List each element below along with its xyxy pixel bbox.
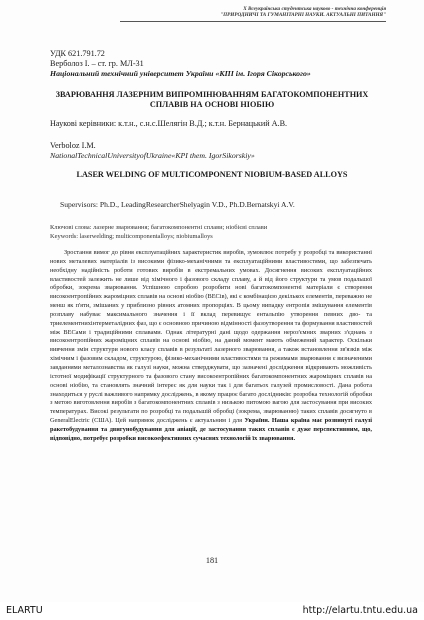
keywords-ua: Ключові слова: лазерне зварювання; багатокомпонентні сплави; ніобієві сплави: [50, 224, 268, 231]
institution-ua: Національний технічний університет України «КПІ ім. Ігоря Сікорського»: [50, 69, 311, 78]
header-divider: [120, 21, 386, 22]
body-main-text: Зростання вимог до рівня експлуатаційних характеристик виробів, зумовлює потребу у розробці та використанні нових металевих матеріалів із високими фізико-механічними та експлуатаційними властивостями, що забезпечать необхідну надійність роботи готових виробів в екстремальних умовах. Досягнення високих експлуатаційних властивостей залежить не лише від хімічного і фазового складу сплаву, а й від його структури та умов подальшої обробки, зокрема зварювання. Успішною спробою розробити нові багатокомпонентні матеріали є створення високоентропійних жароміцних сплавів на основі ніобію (ВЕСів), які є комбінацією декількох елементів, переважно не менш як п'яти, змішаних у приблизно рівних атомних пропорціях. В цьому випадку ентропія змішування елементів розплаву набуває максимального значення і її вклад перевищує ентальпію утворення певних дво- та триелементнихінтерметалідних фаз, що є основною причиною відмінності фазоутворення та формування властивостей між ВЕСами і традиційними сплавами. Однак літературні дані щодо одержання нероз'ємних зварних з'єднань з високоентропійних жароміцних сплавів на основі ніобію, на даний момент мають обмежений характер. Оскільки вивчення змін структури нового класу сплавів в результаті лазерного зварювання, а також встановлення зв'язків між хімічним і фазовим складом, структурою, фізико-механічними властивостями та режимами зварювання є визначеними завданнями металознавства як галузі науки, можна стверджувати, що зазначені дослідження відкривають можливість істотної модифікації структурного та фазового стану високоентропійних багатокомпонентних жароміцних сплавів на основі ніобію, та становлять значний інтерес як для науки так і для багатьох галузей промисловості. Дана робота знаходиться у руслі важливого напрямку досліджень, в якому працює багато дослідників: розробка технологій обробки з метою виготовлення виробів з багатокомпонентних сплавів з низькою питомою вагою для застосування при високих температурах. Високі результати по розробці та подальшій обробці (зокрема, зварюванню) таких сплавів досягнуто в GeneralElectric (США). Цей напрямок досліджень є актуальним і для: [50, 249, 372, 425]
udk-code: УДК 621.791.72: [50, 49, 105, 58]
repository-name: ELARTU: [6, 605, 43, 616]
title-ua: ЗВАРЮВАННЯ ЛАЗЕРНИМ ВИПРОМІНЮВАННЯМ БАГАТОКОМПОНЕНТНИХ СПЛАВІВ НА ОСНОВІ НІОБІЮ: [55, 90, 369, 109]
supervisors-ua: Наукові керівники: к.т.н., с.н.с.Шелягін В.Д.; к.т.н. Бернацький А.В.: [50, 119, 288, 128]
title-en: LASER WELDING OF MULTICOMPONENT NIOBIUM-BASED ALLOYS: [76, 170, 348, 179]
author-en: Verboloz I.M.: [50, 141, 96, 150]
keywords-en: Keywords: laserwelding; multicomponentalloys; niobiumalloys: [50, 233, 213, 240]
body-bold-text: України. Наша країна має розвинуті галузі ракетобудування та двигунобудування для авіації, де застосування таких сплавів є дуже перспективним, що, відповідно, потребує розробки високоефективних сучасних технологій їх зварювання.: [50, 417, 372, 442]
repository-footer: [0, 602, 424, 620]
conference-header: [146, 6, 386, 19]
institution-en: NationalTechnicalUniversityofUkraine«KPI them. IgorSikorskiy»: [50, 151, 255, 160]
body-paragraph: [50, 249, 372, 444]
repository-link[interactable]: http://elartu.tntu.edu.ua: [302, 605, 418, 616]
conference-header-line1: X Всеукраїнська студентська науково - технічна конференція: [243, 6, 386, 12]
supervisors-en: Supervisors: Ph.D., LeadingResearcherShelyagin V.D., Ph.D.Bernatskyi A.V.: [60, 200, 295, 209]
author-ua: Верболоз І. – ст. гр. МЛ-31: [50, 59, 144, 68]
page-number: 181: [205, 556, 219, 565]
conference-header-line2: "ПРИРОДНИЧІ ТА ГУМАНІТАРНІ НАУКИ. АКТУАЛЬНІ ПИТАННЯ": [220, 12, 386, 19]
